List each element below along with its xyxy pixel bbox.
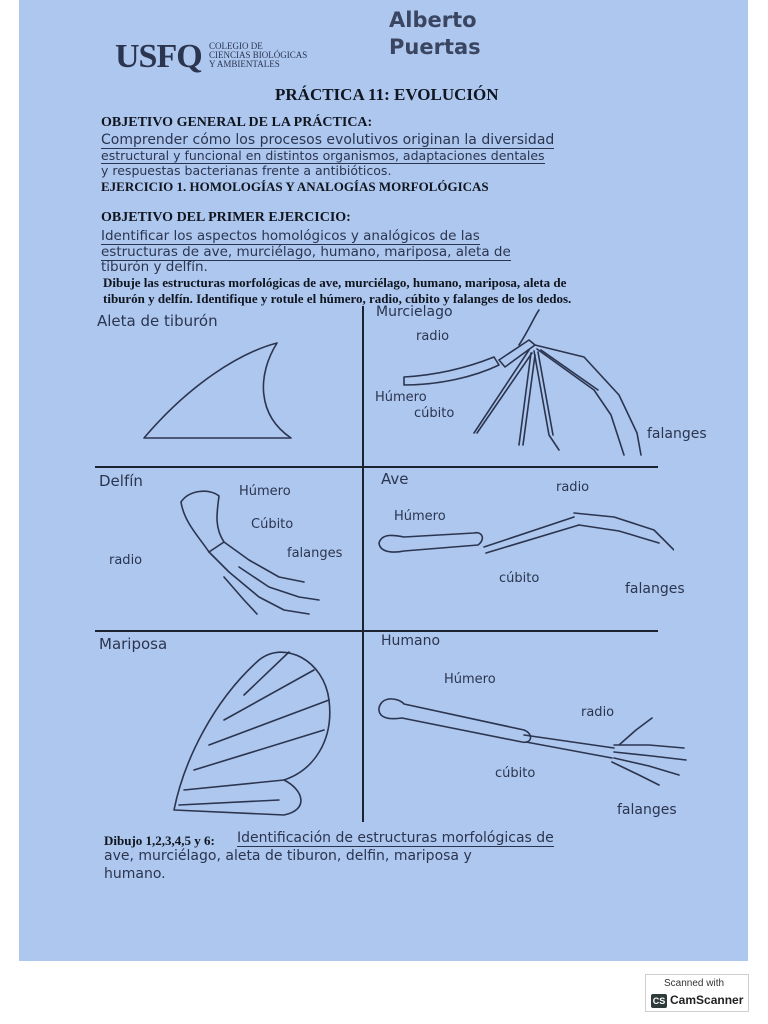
dolphin-label-falanges: falanges [287, 546, 343, 561]
camscanner-badge [645, 974, 749, 1012]
human-label-radio: radio [581, 705, 615, 720]
bird-label-humero: Húmero [394, 509, 446, 524]
bird-wing-drawing [374, 495, 674, 575]
human-label-falanges: falanges [617, 802, 677, 818]
shark-fin-drawing [129, 335, 329, 445]
bird-label-falanges: falanges [625, 581, 685, 597]
bat-label-cubito: cúbito [414, 406, 455, 421]
grid-divider-row-1 [95, 466, 658, 468]
instructions-line-2: tiburón y delfín. Identifique y rotule el húmero, radio, cúbito y falanges de los dedos. [103, 291, 572, 306]
shark-fin-title: Aleta de tiburón [97, 312, 218, 330]
camscanner-app-name: CamScanner [670, 993, 744, 1007]
dolphin-title: Delfín [99, 472, 143, 490]
general-objective-heading: OBJETIVO GENERAL DE LA PRÁCTICA: [101, 115, 373, 130]
scanned-page [19, 0, 748, 961]
page-title: PRÁCTICA 11: EVOLUCIÓN [275, 85, 499, 104]
camscanner-logo-icon: CS [652, 996, 666, 1006]
first-objective-heading: OBJETIVO DEL PRIMER EJERCICIO: [101, 210, 351, 225]
caption-line-1: Identificación de estructuras morfológicas de [237, 830, 554, 846]
bat-title: Murcielago [376, 304, 453, 320]
scanned-with-text: Scanned with [664, 978, 725, 989]
grid-vertical-divider [362, 306, 364, 822]
student-name-line-1: Alberto [389, 8, 477, 32]
student-name-line-2: Puertas [389, 35, 481, 59]
first-objective-line-2: estructuras de ave, murciélago, humano, mariposa, aleta de [101, 244, 511, 260]
bat-label-humero: Húmero [375, 390, 427, 405]
bird-title: Ave [381, 470, 409, 488]
dolphin-label-radio: radio [109, 553, 143, 568]
general-objective-line-2: estructural y funcional en distintos organismos, adaptaciones dentales [101, 148, 545, 163]
bird-label-cubito: cúbito [499, 571, 540, 586]
college-line-2: CIENCIAS BIOLÓGICAS [209, 50, 308, 60]
usfq-logo: USFQ [115, 38, 202, 75]
human-label-humero: Húmero [444, 672, 496, 687]
butterfly-wing-drawing [164, 640, 334, 820]
instructions-line-1: Dibuje las estructuras morfológicas de ave, murciélago, humano, mariposa, aleta de [103, 275, 567, 290]
human-title: Humano [381, 633, 441, 649]
bat-label-radio: radio [416, 329, 450, 344]
exercise-heading: EJERCICIO 1. HOMOLOGÍAS Y ANALOGÍAS MORFOLÓGICAS [101, 179, 489, 194]
general-objective-line-1: Comprender cómo los procesos evolutivos originan la diversidad [101, 132, 555, 148]
bat-label-falanges: falanges [647, 426, 707, 442]
dolphin-label-cubito: Cúbito [251, 517, 294, 532]
general-objective-line-3: y respuestas bacterianas frente a antibióticos. [101, 163, 392, 178]
first-objective-line-3: tiburón y delfín. [101, 259, 208, 275]
college-line-3: Y AMBIENTALES [209, 59, 280, 69]
butterfly-title: Mariposa [99, 635, 168, 653]
caption-line-3: humano. [104, 866, 166, 882]
first-objective-line-1: Identificar los aspectos homológicos y analógicos de las [101, 228, 480, 244]
dolphin-label-humero: Húmero [239, 484, 291, 499]
bird-label-radio: radio [556, 480, 590, 495]
human-label-cubito: cúbito [495, 766, 536, 781]
caption-line-2: ave, murciélago, aleta de tiburon, delfin, mariposa y [104, 848, 472, 864]
caption-label: Dibujo 1,2,3,4,5 y 6: [104, 833, 215, 848]
college-line-1: COLEGIO DE [209, 41, 263, 51]
